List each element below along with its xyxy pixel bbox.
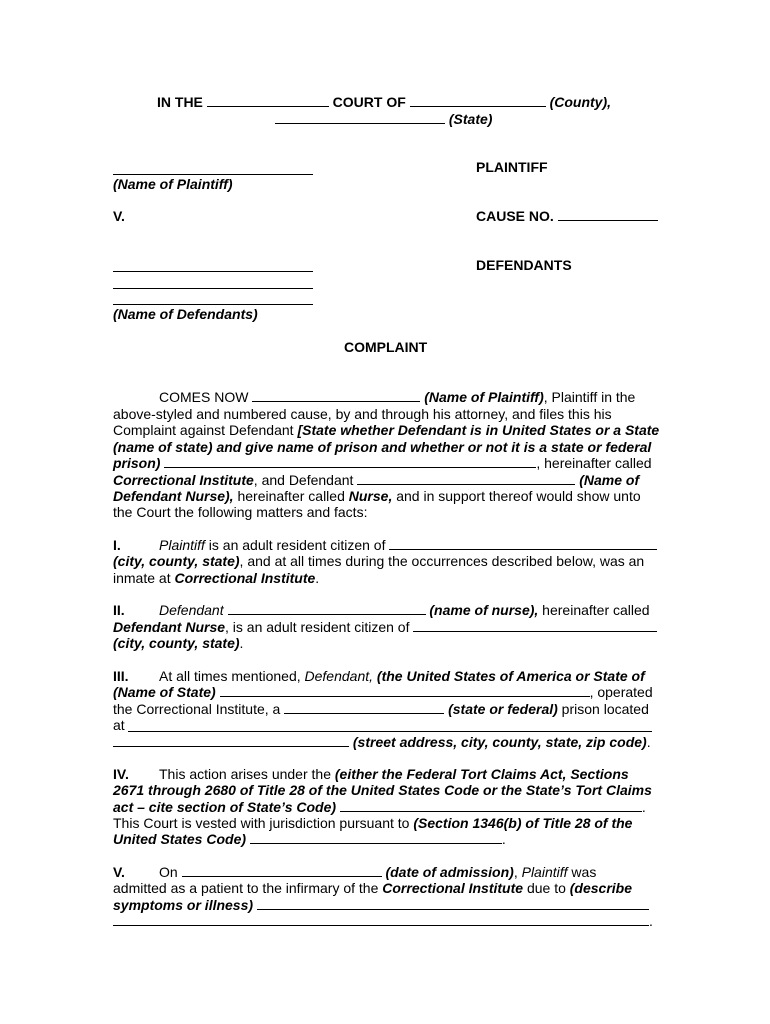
section-2-number: II. [113, 602, 125, 618]
court-caption-line2: (State) [275, 111, 492, 127]
section-5-line-3: symptoms or illness) [113, 897, 649, 913]
intro-line-5: prison) , hereinafter called [113, 455, 652, 471]
nurse-name-blank[interactable] [228, 602, 426, 615]
admission-date-blank[interactable] [182, 864, 382, 877]
intro-line-1: COMES NOW (Name of Plaintiff), Plaintiff in the [159, 389, 636, 405]
prison-location-blank[interactable] [128, 731, 652, 732]
name-of-defendants-label: (Name of Defendants) [113, 306, 258, 322]
street-address-blank[interactable] [113, 734, 349, 747]
section-3-line-2: (Name of State) , operated [113, 684, 653, 700]
symptoms-continued-blank[interactable] [113, 913, 649, 926]
section-3-line-1: At all times mentioned, Defendant, (the United States of America or State of [159, 668, 645, 684]
section-4-line-2: 2671 through 2680 of Title 28 of the United States Code or the State’s Tort Claims [113, 782, 652, 798]
section-1-number: I. [113, 537, 121, 553]
section-5-line-2: admitted as a patient to the infirmary of the Correctional Institute due to (describe [113, 880, 633, 896]
county-blank[interactable] [410, 94, 546, 107]
section-3-line-4: at [113, 717, 125, 733]
intro-line-6: Correctional Institute, and Defendant (Name of [113, 472, 640, 488]
section-2-line-3: (city, county, state). [113, 635, 244, 651]
section-3-line-5: (street address, city, county, state, zip code). [113, 734, 651, 750]
prison-type-blank[interactable] [284, 701, 444, 714]
defendant-name-blank-1[interactable] [113, 271, 313, 272]
section-3-number: III. [113, 668, 129, 684]
intro-plaintiff-blank[interactable] [252, 389, 420, 402]
intro-line-2: above-styled and numbered cause, by and through his attorney, and files this his [113, 406, 612, 422]
defendant-name-blank-3[interactable] [113, 304, 313, 305]
cause-no-blank[interactable] [558, 208, 658, 221]
intro-line-3: Complaint against Defendant [State whether Defendant is in United States or a State [113, 422, 660, 438]
nurse-residence-blank[interactable] [413, 619, 657, 632]
section-4-line-3: act – cite section of State’s Code) . [113, 799, 646, 815]
plaintiff-residence-blank[interactable] [389, 537, 657, 550]
intro-line-8: the Court the following matters and facts: [113, 504, 368, 520]
section-1-line-3: inmate at Correctional Institute. [113, 570, 320, 586]
symptoms-blank[interactable] [257, 897, 649, 910]
plaintiff-name-blank[interactable] [113, 174, 313, 175]
document-title: COMPLAINT [344, 339, 428, 355]
defendant-nurse-blank[interactable] [357, 472, 575, 485]
cause-no-line: CAUSE NO. [476, 208, 658, 224]
state-name-blank[interactable] [220, 684, 590, 697]
section-5-line-4: . [113, 913, 653, 929]
defendant-name-blank-2[interactable] [113, 288, 313, 289]
defendants-label: DEFENDANTS [476, 257, 572, 273]
plaintiff-label: PLAINTIFF [476, 159, 548, 175]
court-caption-line1: IN THE COURT OF (County), [157, 94, 611, 110]
section-1-line-2: (city, county, state), and at all times during the occurrences described below, was an [113, 553, 645, 569]
section-5-number: V. [113, 864, 125, 880]
section-4-line-5: United States Code) . [113, 831, 506, 847]
section-4-line-1: This action arises under the (either the Federal Tort Claims Act, Sections [159, 766, 629, 782]
versus-label: V. [113, 208, 125, 224]
section-4-number: IV. [113, 766, 129, 782]
statute-blank[interactable] [340, 799, 642, 812]
prison-name-blank[interactable] [164, 455, 536, 468]
section-2-line-1: Defendant (name of nurse), hereinafter called [159, 602, 650, 618]
intro-line-4: (name of state) and give name of prison and whether or not it is a state or federal [113, 439, 652, 455]
jurisdiction-blank[interactable] [250, 831, 502, 844]
section-4-line-4: This Court is vested with jurisdiction pursuant to (Section 1346(b) of Title 28 of the [113, 815, 633, 831]
section-5-line-1: On (date of admission), Plaintiff was [159, 864, 597, 880]
name-of-plaintiff-label: (Name of Plaintiff) [113, 176, 233, 192]
intro-line-7: Defendant Nurse), hereinafter called Nurse, and in support thereof would show unto [113, 488, 641, 504]
state-blank[interactable] [275, 111, 445, 124]
section-1-line-1: Plaintiff is an adult resident citizen of [159, 537, 657, 553]
section-3-line-3: the Correctional Institute, a (state or federal) prison located [113, 701, 649, 717]
section-2-line-2: Defendant Nurse, is an adult resident citizen of [113, 619, 657, 635]
court-name-blank[interactable] [207, 94, 329, 107]
